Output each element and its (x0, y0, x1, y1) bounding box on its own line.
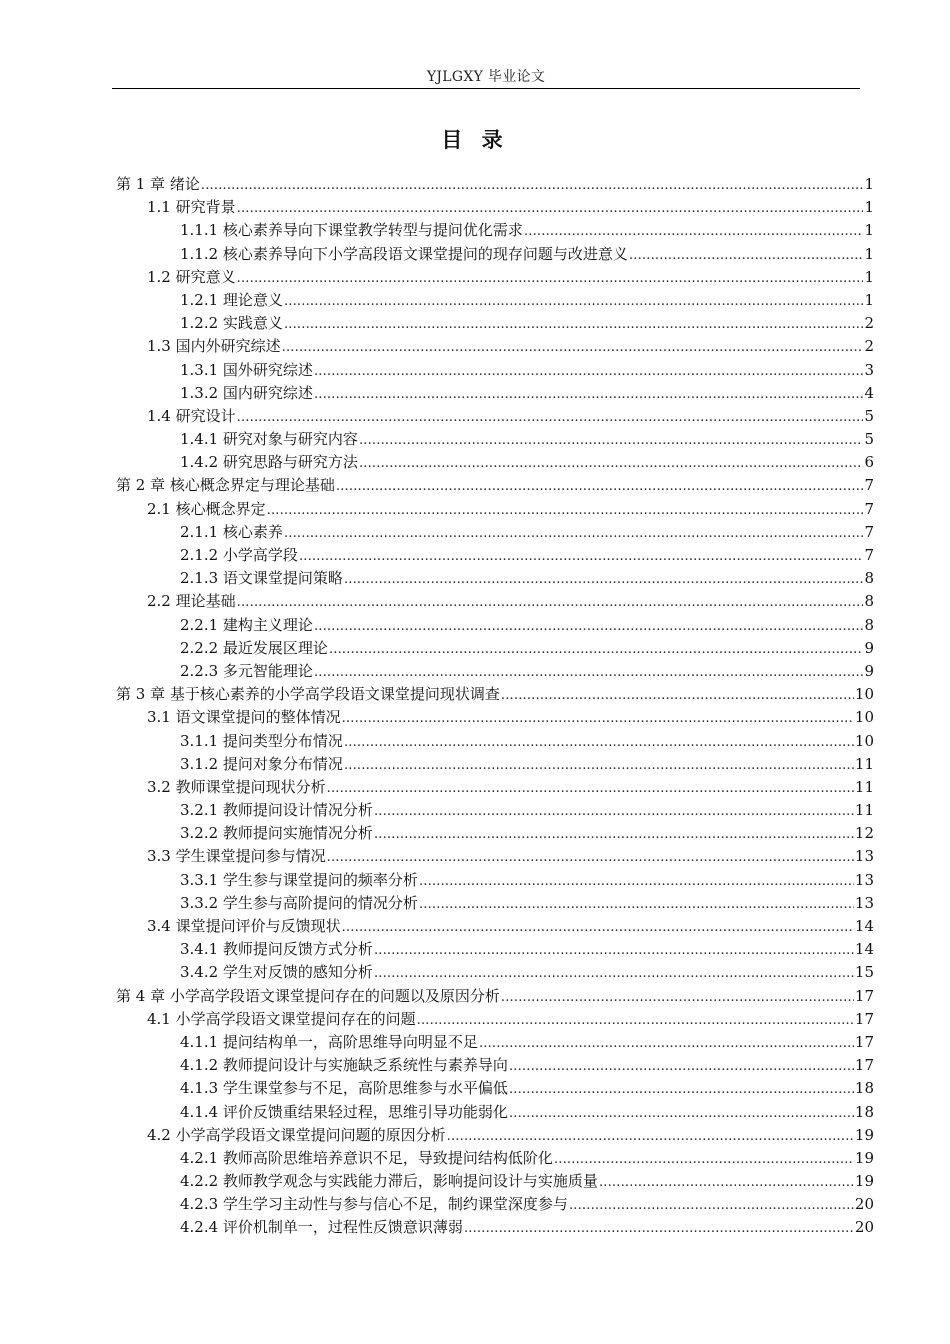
toc-entry[interactable] (116, 869, 874, 892)
dot-leader (237, 406, 864, 429)
toc-entry-page: 11 (854, 777, 874, 796)
toc-entry-page: 5 (864, 430, 874, 449)
toc-entry[interactable] (116, 915, 874, 938)
toc-entry-title: 2.1.3 语文课堂提问策略 (180, 569, 343, 588)
dot-leader (342, 916, 854, 939)
toc-entry-page: 10 (854, 685, 874, 704)
toc-entry[interactable] (116, 753, 874, 776)
running-header: YJLGXY 毕业论文 (426, 69, 546, 85)
toc-entry-title: 1.4.2 研究思路与研究方法 (180, 453, 358, 472)
dot-leader (374, 800, 854, 823)
dot-leader (524, 220, 864, 243)
toc-entry-title: 4.2 小学高学段语文课堂提问问题的原因分析 (147, 1125, 446, 1144)
toc-entry-page: 1 (864, 198, 874, 217)
dot-leader (509, 1078, 854, 1101)
toc-entry-title: 3.3.2 学生参与高阶提问的情况分析 (180, 893, 418, 912)
dot-leader (284, 522, 864, 545)
dot-leader (237, 267, 864, 290)
dot-leader (509, 1102, 854, 1125)
toc-entry-page: 11 (854, 754, 874, 773)
dot-leader (284, 290, 864, 313)
toc-entry-page: 7 (864, 499, 874, 518)
toc-entry-page: 1 (864, 267, 874, 286)
toc-entry[interactable] (116, 822, 874, 845)
toc-entry-title: 2.1.2 小学高学段 (180, 546, 298, 564)
dot-leader (314, 615, 864, 638)
toc-entry[interactable] (116, 428, 874, 451)
toc-entry[interactable] (116, 173, 874, 196)
toc-entry-title: 1.1.1 核心素养导向下课堂教学转型与提问优化需求 (180, 221, 523, 240)
toc-entry[interactable] (116, 335, 874, 358)
toc-entry-title: 4.1.2 教师提问设计与实施缺乏系统性与素养导向 (180, 1056, 508, 1075)
toc-entry[interactable] (116, 892, 874, 915)
toc-entry-title: 3.4.2 学生对反馈的感知分析 (180, 963, 373, 982)
dot-leader (329, 638, 864, 661)
toc-entry-page: 1 (864, 290, 874, 309)
dot-leader (267, 499, 864, 522)
toc-entry-page: 14 (854, 917, 874, 935)
toc-entry-title: 4.2.2 教师教学观念与实践能力滞后，影响提问设计与实施质量 (180, 1172, 598, 1191)
toc-entry[interactable] (116, 567, 874, 590)
toc-entry[interactable] (116, 451, 874, 474)
toc-entry-title: 1.1 研究背景 (147, 198, 236, 217)
toc-entry[interactable] (116, 1031, 874, 1054)
toc-entry-title: 3.2 教师课堂提问现状分析 (147, 777, 326, 796)
toc-entry[interactable] (116, 266, 874, 289)
toc-entry-title: 2.1 核心概念界定 (147, 499, 266, 518)
dot-leader (417, 1009, 854, 1032)
toc-entry-title: 3.4.1 教师提问反馈方式分析 (180, 940, 373, 959)
toc-entry-page: 2 (864, 314, 874, 333)
toc-entry[interactable] (116, 845, 874, 868)
toc-entry-title: 1.4 研究设计 (147, 406, 236, 425)
toc-entry-title: 第 1 章 绪论 (116, 175, 200, 193)
toc-entry-title: 第 4 章 小学高学段语文课堂提问存在的问题以及原因分析 (116, 986, 500, 1005)
toc-entry-page: 7 (864, 476, 874, 495)
toc-entry[interactable] (116, 660, 874, 683)
toc-entry[interactable] (116, 521, 874, 544)
toc-entry-page: 10 (854, 731, 874, 750)
dot-leader (374, 962, 854, 985)
dot-leader (299, 545, 864, 568)
toc-entry-page: 1 (864, 175, 874, 193)
toc-entry-page: 1 (864, 221, 874, 240)
toc-entry-title: 第 2 章 核心概念界定与理论基础 (116, 476, 335, 495)
toc-entry[interactable] (116, 1101, 874, 1124)
toc-entry-title: 3.3 学生课堂提问参与情况 (147, 847, 326, 866)
dot-leader (509, 1055, 854, 1078)
toc-entry[interactable] (116, 1077, 874, 1100)
toc-entry-page: 17 (854, 986, 874, 1005)
toc-entry-page: 15 (854, 963, 874, 982)
dot-leader (629, 244, 864, 267)
toc-entry-page: 17 (854, 1032, 874, 1051)
toc-entry-page: 19 (854, 1125, 874, 1144)
toc-entry-title: 2.1.1 核心素养 (180, 522, 283, 541)
toc-entry[interactable] (116, 1147, 874, 1170)
dot-leader (359, 429, 864, 452)
toc-entry-title: 1.3.2 国内研究综述 (180, 383, 313, 402)
toc-entry[interactable] (116, 405, 874, 428)
toc-entry-title: 1.4.1 研究对象与研究内容 (180, 430, 358, 449)
dot-leader (501, 684, 854, 707)
toc-entry-page: 13 (854, 870, 874, 889)
dot-leader (419, 870, 854, 893)
dot-leader (479, 1032, 854, 1055)
dot-leader (464, 1217, 854, 1240)
dot-leader (554, 1148, 854, 1171)
toc-entry[interactable] (116, 730, 874, 753)
toc-entry-title: 2.2 理论基础 (147, 592, 236, 611)
toc-entry-page: 7 (864, 546, 874, 564)
dot-leader (336, 475, 864, 498)
toc-entry-page: 8 (864, 592, 874, 611)
toc-entry-title: 4.2.4 评价机制单一，过程性反馈意识薄弱 (180, 1218, 463, 1237)
toc-entry-title: 3.1.1 提问类型分布情况 (180, 731, 343, 750)
toc-entry[interactable] (116, 196, 874, 219)
dot-leader (314, 383, 864, 406)
toc-entry-page: 17 (854, 1009, 874, 1028)
toc-entry[interactable] (116, 474, 874, 497)
toc-entry[interactable] (116, 799, 874, 822)
dot-leader (237, 197, 864, 220)
toc-entry-page: 3 (864, 360, 874, 379)
toc-entry-page: 18 (854, 1102, 874, 1121)
toc-entry-page: 5 (864, 406, 874, 425)
toc-entry[interactable] (116, 1216, 874, 1239)
toc-entry[interactable] (116, 1124, 874, 1147)
dot-leader (569, 1194, 854, 1217)
dot-leader (344, 754, 854, 777)
toc-entry-page: 8 (864, 615, 874, 634)
dot-leader (314, 360, 864, 383)
page-title: 目 录 (441, 128, 509, 152)
dot-leader (344, 568, 864, 591)
toc-entry-page: 9 (864, 661, 874, 680)
toc-entry-title: 1.2.2 实践意义 (180, 314, 283, 333)
toc-entry-title: 1.1.2 核心素养导向下小学高段语文课堂提问的现存问题与改进意义 (180, 244, 628, 263)
toc-entry[interactable] (116, 590, 874, 613)
dot-leader (419, 893, 854, 916)
toc-entry-title: 3.1 语文课堂提问的整体情况 (147, 708, 341, 727)
toc-entry-page: 13 (854, 893, 874, 912)
toc-entry-page: 13 (854, 847, 874, 866)
dot-leader (327, 846, 854, 869)
toc-entry[interactable] (116, 961, 874, 984)
toc-entry[interactable] (116, 382, 874, 405)
toc-entry[interactable] (116, 544, 874, 567)
toc-entry-page: 17 (854, 1056, 874, 1075)
toc-entry[interactable] (116, 776, 874, 799)
toc-entry-page: 20 (854, 1218, 874, 1237)
toc-entry-title: 3.1.2 提问对象分布情况 (180, 754, 343, 773)
toc-entry[interactable] (116, 683, 874, 706)
dot-leader (342, 707, 854, 730)
dot-leader (284, 313, 864, 336)
toc-entry-title: 4.1 小学高学段语文课堂提问存在的问题 (147, 1009, 416, 1028)
toc-entry-page: 10 (854, 708, 874, 727)
toc-entry-page: 1 (864, 244, 874, 263)
dot-leader (201, 174, 864, 197)
toc-entry-page: 4 (864, 383, 874, 402)
dot-leader (599, 1171, 854, 1194)
toc-entry[interactable] (116, 1008, 874, 1031)
toc-entry-title: 1.2 研究意义 (147, 267, 236, 286)
toc-entry[interactable] (116, 359, 874, 382)
toc-entry[interactable] (116, 706, 874, 729)
toc-entry-title: 3.2.2 教师提问实施情况分析 (180, 824, 373, 843)
toc-entry[interactable] (116, 1054, 874, 1077)
toc-entry-title: 4.1.3 学生课堂参与不足，高阶思维参与水平偏低 (180, 1079, 508, 1098)
toc-entry-page: 19 (854, 1148, 874, 1167)
toc-entry-title: 3.4 课堂提问评价与反馈现状 (147, 917, 341, 935)
dot-leader (344, 731, 854, 754)
toc-entry[interactable] (116, 614, 874, 637)
table-of-contents (116, 173, 874, 1240)
toc-entry-title: 4.1.4 评价反馈重结果轻过程，思维引导功能弱化 (180, 1102, 508, 1121)
toc-entry-page: 9 (864, 638, 874, 657)
dot-leader (501, 986, 854, 1009)
toc-entry[interactable] (116, 938, 874, 961)
toc-entry-page: 12 (854, 824, 874, 843)
toc-entry-title: 4.2.3 学生学习主动性与参与信心不足，制约课堂深度参与 (180, 1195, 568, 1214)
dot-leader (374, 823, 854, 846)
toc-entry-title: 第 3 章 基于核心素养的小学高学段语文课堂提问现状调查 (116, 685, 500, 704)
toc-entry-page: 6 (864, 453, 874, 472)
dot-leader (359, 452, 864, 475)
toc-entry[interactable] (116, 312, 874, 335)
toc-entry-title: 3.3.1 学生参与课堂提问的频率分析 (180, 870, 418, 889)
toc-entry-title: 1.3.1 国外研究综述 (180, 360, 313, 379)
toc-entry-title: 3.2.1 教师提问设计情况分析 (180, 801, 373, 820)
toc-entry-page: 20 (854, 1195, 874, 1214)
toc-entry-page: 14 (854, 940, 874, 959)
toc-entry-title: 2.2.3 多元智能理论 (180, 661, 313, 680)
toc-entry[interactable] (116, 1193, 874, 1216)
toc-entry-page: 2 (864, 337, 874, 356)
toc-entry-title: 4.1.1 提问结构单一，高阶思维导向明显不足 (180, 1032, 478, 1051)
toc-entry-title: 2.2.2 最近发展区理论 (180, 638, 328, 657)
toc-entry[interactable] (116, 498, 874, 521)
toc-entry[interactable] (116, 243, 874, 266)
dot-leader (314, 661, 864, 684)
header-rule (112, 88, 860, 89)
toc-entry[interactable] (116, 289, 874, 312)
toc-entry-page: 8 (864, 569, 874, 588)
dot-leader (237, 591, 864, 614)
dot-leader (447, 1125, 854, 1148)
toc-entry-title: 1.3 国内外研究综述 (147, 337, 281, 356)
toc-entry-title: 1.2.1 理论意义 (180, 290, 283, 309)
toc-entry-page: 7 (864, 522, 874, 541)
dot-leader (374, 939, 854, 962)
toc-entry[interactable] (116, 985, 874, 1008)
toc-entry[interactable] (116, 637, 874, 660)
toc-entry-page: 11 (854, 801, 874, 820)
dot-leader (282, 336, 864, 359)
dot-leader (327, 777, 854, 800)
toc-entry-page: 19 (854, 1172, 874, 1191)
toc-entry-title: 4.2.1 教师高阶思维培养意识不足，导致提问结构低阶化 (180, 1148, 553, 1167)
toc-entry[interactable] (116, 1170, 874, 1193)
toc-entry-title: 2.2.1 建构主义理论 (180, 615, 313, 634)
toc-entry[interactable] (116, 219, 874, 242)
toc-entry-page: 18 (854, 1079, 874, 1098)
